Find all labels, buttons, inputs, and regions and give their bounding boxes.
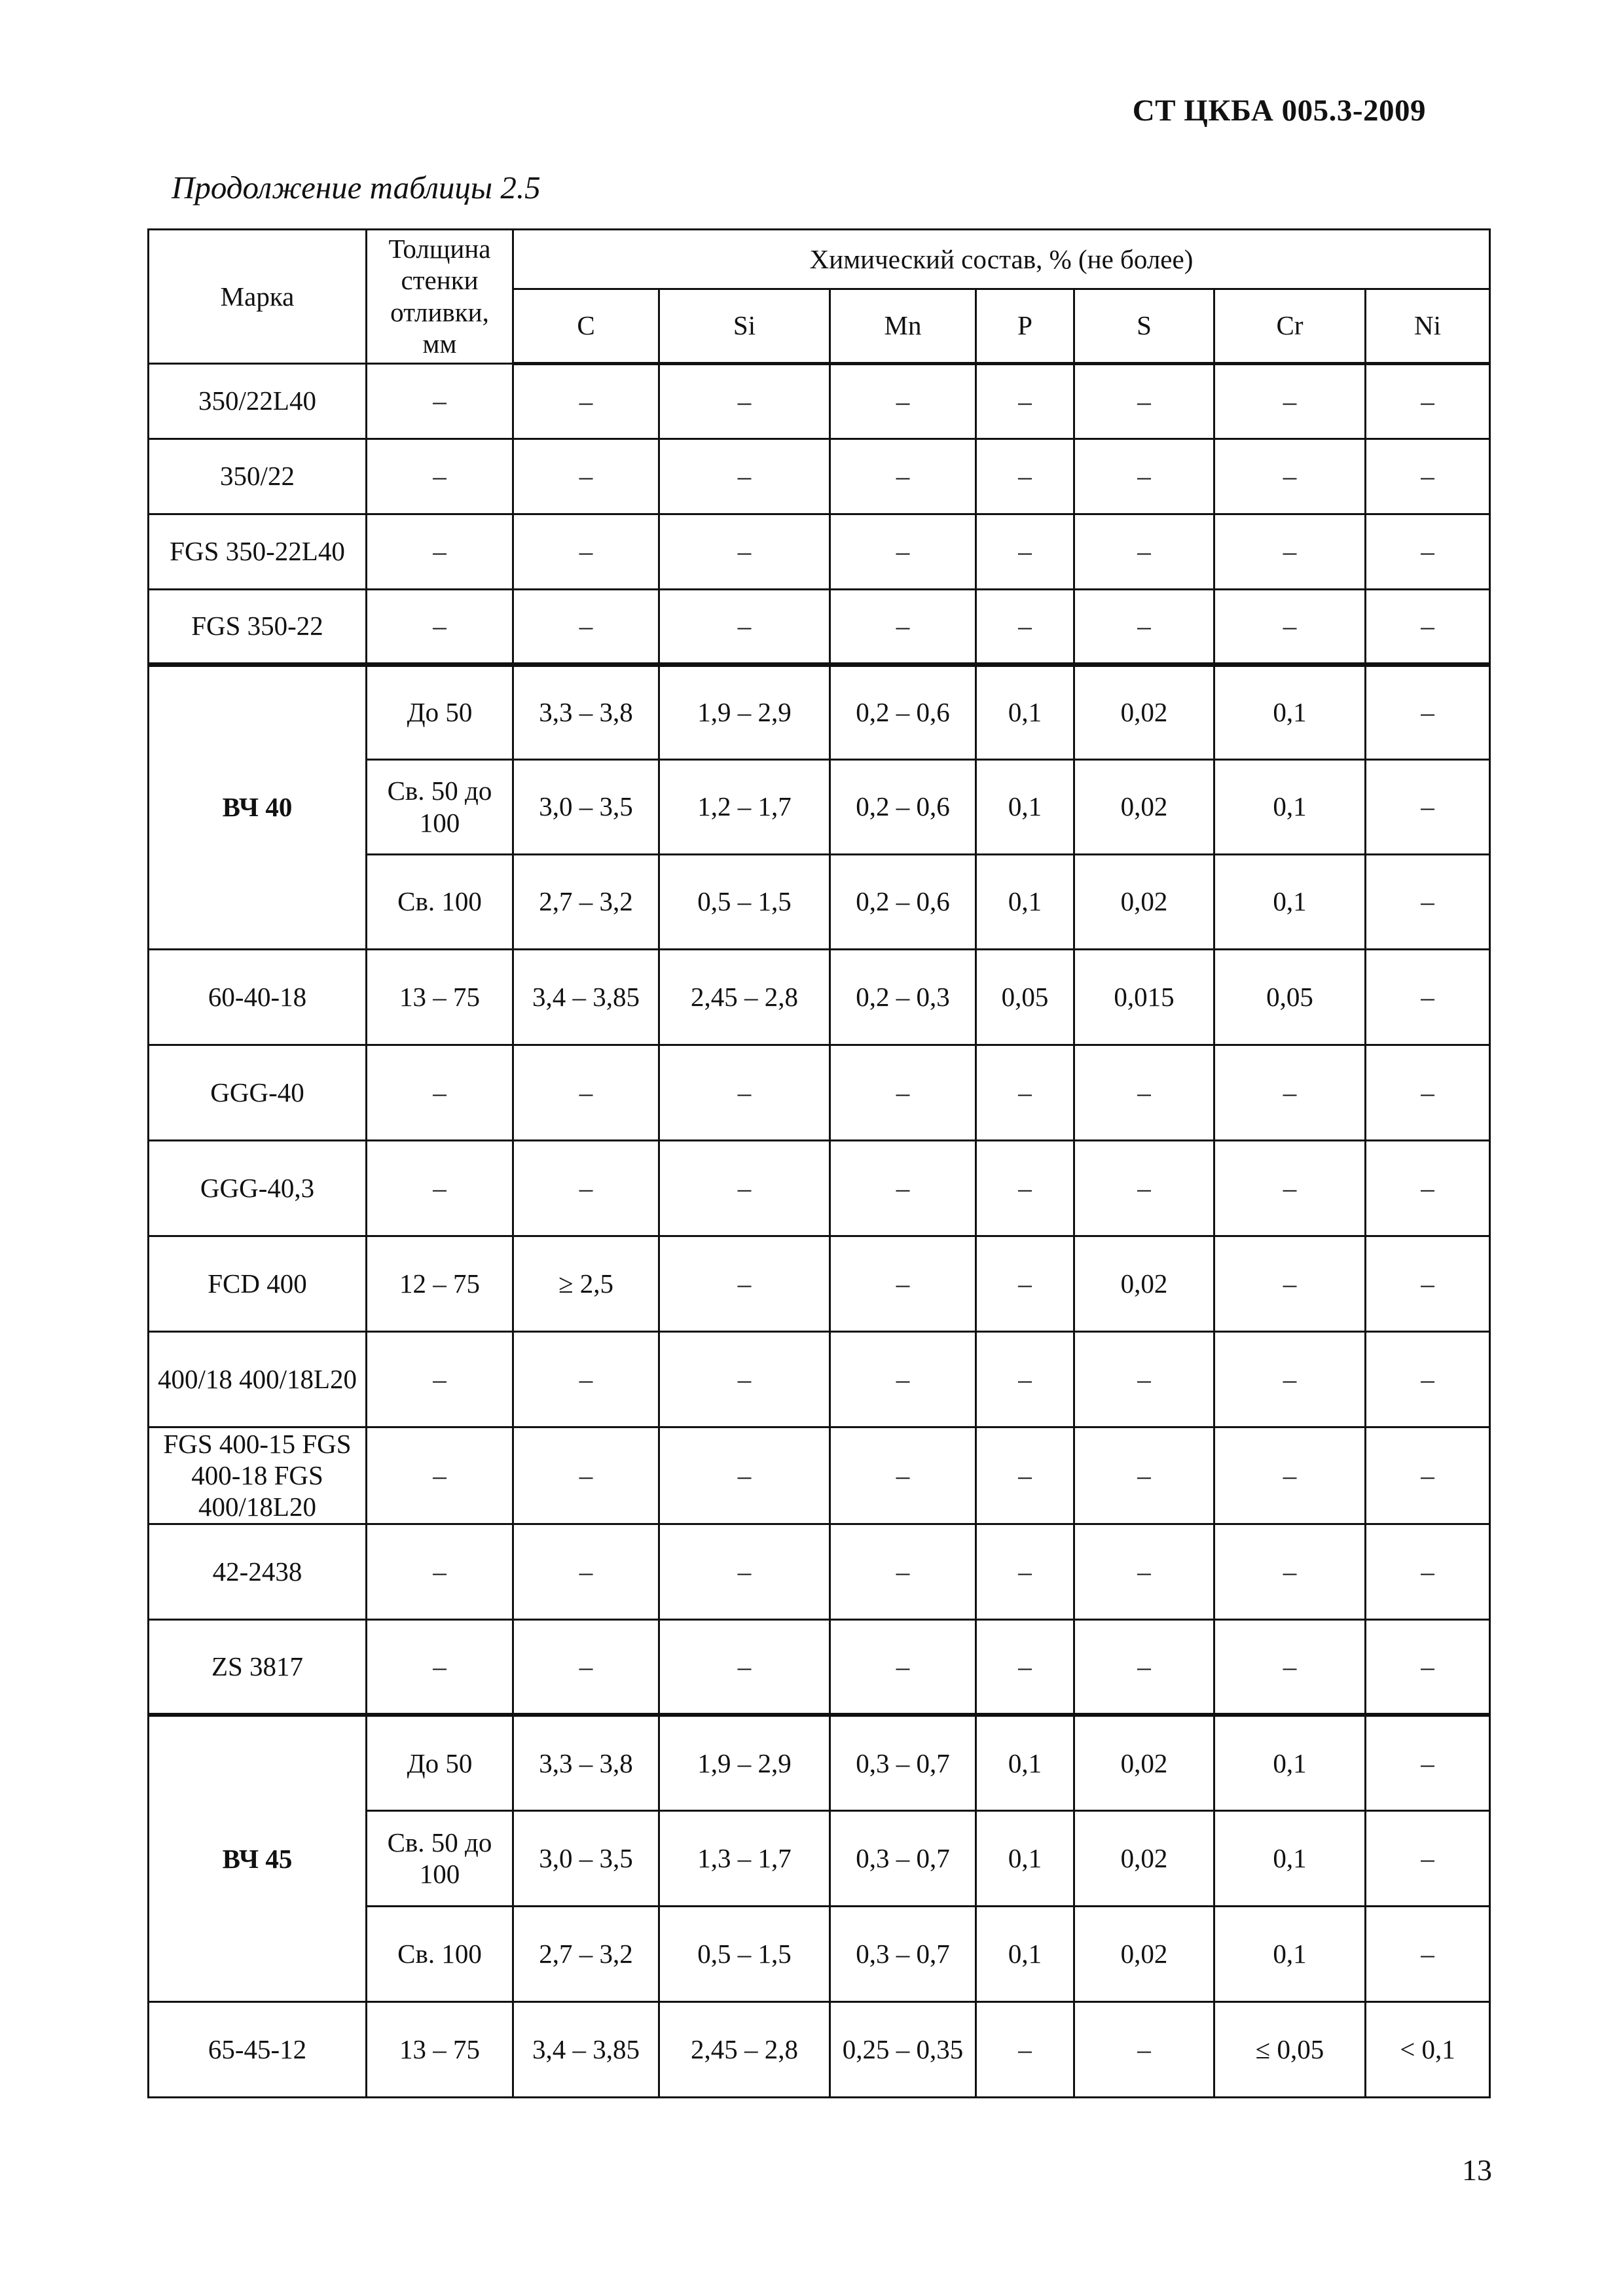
value-cell: 0,1 (1214, 664, 1366, 759)
value-cell: – (830, 1427, 976, 1524)
value-cell: – (367, 1140, 513, 1236)
header-element-c: C (513, 289, 659, 363)
value-cell: – (1074, 439, 1214, 514)
value-cell: – (513, 589, 659, 664)
value-cell: – (1366, 1140, 1490, 1236)
header-element-ni: Ni (1366, 289, 1490, 363)
value-cell: 0,02 (1074, 1906, 1214, 2001)
value-cell: < 0,1 (1366, 2001, 1490, 2097)
grade-cell: FGS 350-22L40 (149, 514, 367, 589)
value-cell: 0,2 – 0,6 (830, 664, 976, 759)
value-cell: – (1214, 1140, 1366, 1236)
value-cell: – (1074, 1331, 1214, 1427)
value-cell: – (976, 1331, 1074, 1427)
value-cell: 0,1 (976, 854, 1074, 949)
header-element-s: S (1074, 289, 1214, 363)
value-cell: 0,1 (1214, 1715, 1366, 1810)
header-element-si: Si (659, 289, 830, 363)
value-cell: 0,02 (1074, 1810, 1214, 1906)
value-cell: – (976, 363, 1074, 439)
value-cell: – (659, 1236, 830, 1331)
value-cell: – (659, 514, 830, 589)
table-row (149, 2001, 1490, 2097)
value-cell: – (830, 589, 976, 664)
value-cell: 13 – 75 (367, 949, 513, 1045)
value-cell: – (976, 439, 1074, 514)
value-cell: 13 – 75 (367, 2001, 513, 2097)
value-cell: – (1074, 1619, 1214, 1715)
grade-group-cell: ВЧ 45 (149, 1715, 367, 2001)
value-cell: 0,1 (1214, 1810, 1366, 1906)
grade-cell: 350/22L40 (149, 363, 367, 439)
value-cell: 12 – 75 (367, 1236, 513, 1331)
value-cell: – (1214, 439, 1366, 514)
grade-cell: FGS 350-22 (149, 589, 367, 664)
table-row (149, 1236, 1490, 1331)
value-cell: – (830, 514, 976, 589)
value-cell: – (1214, 1045, 1366, 1140)
value-cell: – (367, 589, 513, 664)
value-cell: – (976, 1236, 1074, 1331)
value-cell: – (659, 1524, 830, 1619)
grade-cell: 350/22 (149, 439, 367, 514)
table-row (149, 1331, 1490, 1427)
grade-cell: 65-45-12 (149, 2001, 367, 2097)
value-cell: – (1366, 439, 1490, 514)
value-cell: Св. 100 (367, 854, 513, 949)
value-cell: ≥ 2,5 (513, 1236, 659, 1331)
value-cell: 0,05 (976, 949, 1074, 1045)
header-wall-thickness: Толщина стенки отливки, мм (367, 230, 513, 364)
value-cell: – (830, 1524, 976, 1619)
value-cell: 0,02 (1074, 664, 1214, 759)
value-cell: – (1074, 2001, 1214, 2097)
value-cell: 3,0 – 3,5 (513, 759, 659, 854)
value-cell: – (659, 1045, 830, 1140)
value-cell: – (367, 1524, 513, 1619)
value-cell: – (1366, 1524, 1490, 1619)
value-cell: 0,5 – 1,5 (659, 854, 830, 949)
value-cell: 0,05 (1214, 949, 1366, 1045)
value-cell: Св. 50 до 100 (367, 1810, 513, 1906)
value-cell: – (1214, 1236, 1366, 1331)
value-cell: – (1366, 589, 1490, 664)
table-row (149, 1427, 1490, 1524)
value-cell: – (367, 1045, 513, 1140)
grade-group-cell: ВЧ 40 (149, 664, 367, 949)
value-cell: – (830, 1236, 976, 1331)
value-cell: 1,3 – 1,7 (659, 1810, 830, 1906)
header-element-mn: Mn (830, 289, 976, 363)
value-cell: 0,1 (976, 1906, 1074, 2001)
value-cell: – (1214, 514, 1366, 589)
table-row (149, 1524, 1490, 1619)
value-cell: – (830, 439, 976, 514)
value-cell: 0,02 (1074, 854, 1214, 949)
value-cell: – (1366, 1906, 1490, 2001)
value-cell: – (976, 1045, 1074, 1140)
value-cell: – (513, 1524, 659, 1619)
value-cell: – (1214, 589, 1366, 664)
value-cell: – (513, 1331, 659, 1427)
value-cell: 0,1 (976, 1810, 1074, 1906)
value-cell: 2,45 – 2,8 (659, 949, 830, 1045)
value-cell: – (1074, 1427, 1214, 1524)
value-cell: – (1366, 759, 1490, 854)
value-cell: – (830, 1331, 976, 1427)
value-cell: 0,02 (1074, 1236, 1214, 1331)
table-row (149, 363, 1490, 439)
value-cell: – (1214, 363, 1366, 439)
document-code: СТ ЦКБА 005.3-2009 (1132, 94, 1426, 128)
value-cell: – (659, 363, 830, 439)
grade-cell: GGG-40 (149, 1045, 367, 1140)
value-cell: – (1366, 1619, 1490, 1715)
value-cell: 0,3 – 0,7 (830, 1906, 976, 2001)
chemical-composition-table (147, 228, 1491, 2098)
value-cell: 3,3 – 3,8 (513, 1715, 659, 1810)
grade-cell: 60-40-18 (149, 949, 367, 1045)
value-cell: – (1366, 363, 1490, 439)
value-cell: 0,015 (1074, 949, 1214, 1045)
value-cell: 0,1 (976, 664, 1074, 759)
header-grade: Марка (149, 230, 367, 364)
value-cell: – (1074, 1140, 1214, 1236)
value-cell: – (367, 1619, 513, 1715)
value-cell: 0,25 – 0,35 (830, 2001, 976, 2097)
value-cell: Св. 100 (367, 1906, 513, 2001)
grade-cell: 42-2438 (149, 1524, 367, 1619)
value-cell: 2,7 – 3,2 (513, 854, 659, 949)
page-number: 13 (1462, 2153, 1492, 2187)
value-cell: – (1074, 1045, 1214, 1140)
table-body (149, 363, 1490, 2097)
value-cell: 0,1 (976, 1715, 1074, 1810)
value-cell: 1,2 – 1,7 (659, 759, 830, 854)
value-cell: – (513, 1619, 659, 1715)
value-cell: – (1074, 1524, 1214, 1619)
value-cell: – (976, 1619, 1074, 1715)
value-cell: 1,9 – 2,9 (659, 1715, 830, 1810)
value-cell: 3,0 – 3,5 (513, 1810, 659, 1906)
value-cell: 0,2 – 0,6 (830, 854, 976, 949)
value-cell: – (1214, 1331, 1366, 1427)
value-cell: 3,3 – 3,8 (513, 664, 659, 759)
value-cell: – (367, 514, 513, 589)
header-element-cr: Cr (1214, 289, 1366, 363)
value-cell: – (1214, 1427, 1366, 1524)
value-cell: 0,1 (1214, 759, 1366, 854)
value-cell: – (1366, 514, 1490, 589)
value-cell: – (367, 1331, 513, 1427)
value-cell: – (1366, 1810, 1490, 1906)
value-cell: – (513, 1427, 659, 1524)
value-cell: – (976, 1524, 1074, 1619)
value-cell: – (1366, 1045, 1490, 1140)
value-cell: – (1366, 664, 1490, 759)
value-cell: До 50 (367, 1715, 513, 1810)
table-row (149, 1619, 1490, 1715)
value-cell: 0,1 (976, 759, 1074, 854)
value-cell: – (1214, 1619, 1366, 1715)
value-cell: ≤ 0,05 (1214, 2001, 1366, 2097)
table-row (149, 1140, 1490, 1236)
value-cell: 0,5 – 1,5 (659, 1906, 830, 2001)
header-chemical-composition: Химический состав, % (не более) (513, 230, 1490, 289)
value-cell: – (1074, 589, 1214, 664)
value-cell: 2,7 – 3,2 (513, 1906, 659, 2001)
grade-cell: FGS 400-15 FGS 400-18 FGS 400/18L20 (149, 1427, 367, 1524)
value-cell: – (1366, 1331, 1490, 1427)
table-row (149, 1045, 1490, 1140)
value-cell: 0,3 – 0,7 (830, 1715, 976, 1810)
grade-cell: ZS 3817 (149, 1619, 367, 1715)
table-row (149, 514, 1490, 589)
value-cell: 0,2 – 0,3 (830, 949, 976, 1045)
value-cell: 3,4 – 3,85 (513, 2001, 659, 2097)
value-cell: – (659, 1619, 830, 1715)
value-cell: – (1366, 949, 1490, 1045)
value-cell: – (367, 363, 513, 439)
value-cell: – (513, 514, 659, 589)
value-cell: – (513, 363, 659, 439)
value-cell: 0,2 – 0,6 (830, 759, 976, 854)
value-cell: – (976, 514, 1074, 589)
value-cell: – (976, 1140, 1074, 1236)
value-cell: 0,1 (1214, 854, 1366, 949)
value-cell: – (1074, 514, 1214, 589)
value-cell: – (659, 1331, 830, 1427)
grade-cell: GGG-40,3 (149, 1140, 367, 1236)
value-cell: – (659, 439, 830, 514)
value-cell: – (1366, 854, 1490, 949)
value-cell: – (1366, 1427, 1490, 1524)
value-cell: 0,02 (1074, 1715, 1214, 1810)
value-cell: – (976, 2001, 1074, 2097)
value-cell: Св. 50 до 100 (367, 759, 513, 854)
table-row (149, 589, 1490, 664)
table-caption: Продолжение таблицы 2.5 (172, 170, 541, 206)
grade-cell: FCD 400 (149, 1236, 367, 1331)
header-element-p: P (976, 289, 1074, 363)
value-cell: – (659, 1427, 830, 1524)
value-cell: – (1074, 363, 1214, 439)
value-cell: – (830, 363, 976, 439)
value-cell: 0,02 (1074, 759, 1214, 854)
table-row (149, 1715, 1490, 1810)
value-cell: 1,9 – 2,9 (659, 664, 830, 759)
value-cell: 2,45 – 2,8 (659, 2001, 830, 2097)
value-cell: – (1214, 1524, 1366, 1619)
value-cell: – (513, 439, 659, 514)
value-cell: – (1366, 1715, 1490, 1810)
value-cell: – (1366, 1236, 1490, 1331)
grade-cell: 400/18 400/18L20 (149, 1331, 367, 1427)
value-cell: – (830, 1045, 976, 1140)
value-cell: 0,1 (1214, 1906, 1366, 2001)
value-cell: 3,4 – 3,85 (513, 949, 659, 1045)
value-cell: – (659, 589, 830, 664)
table-row (149, 949, 1490, 1045)
value-cell: – (976, 1427, 1074, 1524)
table-row (149, 439, 1490, 514)
value-cell: – (367, 1427, 513, 1524)
value-cell: – (513, 1045, 659, 1140)
value-cell: – (659, 1140, 830, 1236)
value-cell: До 50 (367, 664, 513, 759)
value-cell: – (830, 1619, 976, 1715)
value-cell: – (976, 589, 1074, 664)
table-row (149, 664, 1490, 759)
value-cell: – (367, 439, 513, 514)
value-cell: – (830, 1140, 976, 1236)
value-cell: 0,3 – 0,7 (830, 1810, 976, 1906)
value-cell: – (513, 1140, 659, 1236)
